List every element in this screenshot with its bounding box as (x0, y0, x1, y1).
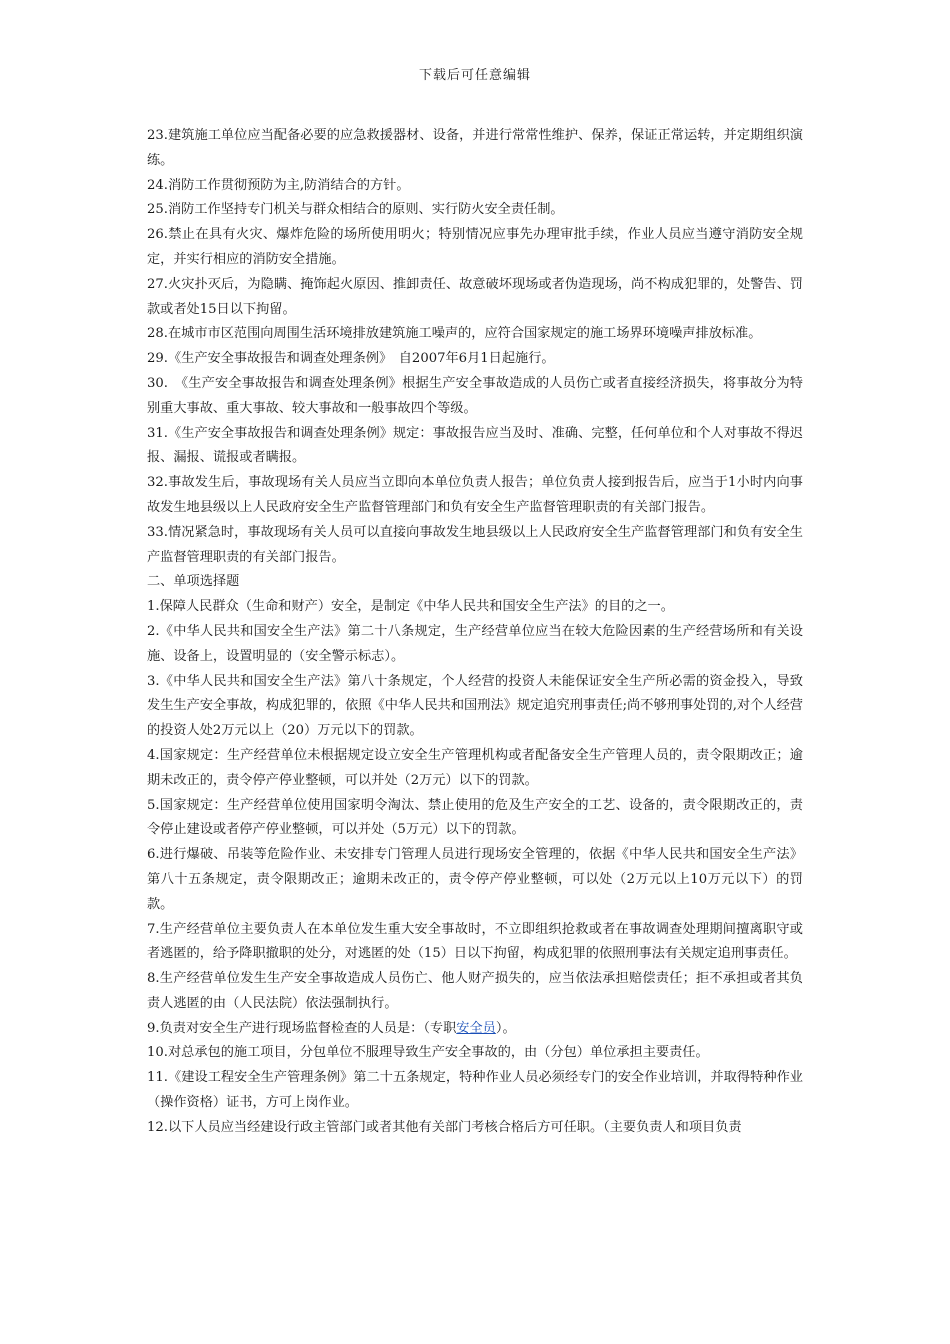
paragraph-25: 25.消防工作坚持专门机关与群众相结合的原则、实行防火安全责任制。 (147, 202, 564, 218)
document-body (147, 124, 803, 1141)
question-6: 6.进行爆破、吊装等危险作业、未安排专门管理人员进行现场安全管理的，依据《中华人民共和国安全生产法》第八十五条规定，责令限期改正；逾期未改正的，责令停产停业整顿，可以处（2万元以上10万元以下）的罚款。 (147, 847, 803, 912)
section-heading: 二、单项选择题 (147, 574, 240, 590)
question-9 (147, 1017, 803, 1042)
paragraph-33: 33.情况紧急时，事故现场有关人员可以直接向事故发生地县级以上人民政府安全生产监督管理部门和负有安全生产监督管理职责的有关部门报告。 (147, 524, 803, 565)
question-11: 11.《建设工程安全生产管理条例》第二十五条规定，特种作业人员必须经专门的安全作业培训，并取得特种作业（操作资格）证书，方可上岗作业。 (147, 1070, 803, 1111)
page-header-note: 下载后可任意编辑 (418, 68, 531, 83)
question-9-text-after: ）。 (495, 1020, 516, 1036)
paragraph-28: 28.在城市市区范围向周围生活环境排放建筑施工噪声的，应符合国家规定的施工场界环境噪声排放标准。 (147, 326, 762, 342)
paragraph-24: 24.消防工作贯彻预防为主,防消结合的方针。 (147, 177, 410, 193)
question-5: 5.国家规定：生产经营单位使用国家明令淘汰、禁止使用的危及生产安全的工艺、设备的，责令限期改正的，责令停止建设或者停产停业整顿，可以并处（5万元）以下的罚款。 (147, 797, 803, 838)
paragraph-23: 23.建筑施工单位应当配备必要的应急救援器材、设备，并进行常常性维护、保养，保证正常运转，并定期组织演练。 (147, 128, 803, 168)
question-9-text-before: 9.负责对安全生产进行现场监督检查的人员是：（专职 (147, 1020, 457, 1036)
paragraph-26: 26.禁止在具有火灾、爆炸危险的场所使用明火；特别情况应事先办理审批手续，作业人员应当遵守消防安全规定，并实行相应的消防安全措施。 (147, 227, 803, 267)
safety-officer-link[interactable]: 安全员 (456, 1020, 496, 1036)
paragraph-29: 29.《生产安全事故报告和调查处理条例》 自2007年6月1日起施行。 (147, 351, 555, 367)
question-4: 4.国家规定：生产经营单位未根据规定设立安全生产管理机构或者配备安全生产管理人员的，责令限期改正；逾期未改正的，责令停产停业整顿，可以并处（2万元）以下的罚款。 (147, 747, 803, 788)
paragraph-27: 27.火灾扑灭后，为隐瞒、掩饰起火原因、推卸责任、故意破坏现场或者伪造现场，尚不构成犯罪的，处警告、罚款或者处15日以下拘留。 (147, 276, 803, 317)
question-7: 7.生产经营单位主要负责人在本单位发生重大安全事故时，不立即组织抢救或者在事故调查处理期间擅离职守或者逃匿的，给予降职撤职的处分，对逃匿的处（15）日以下拘留，构成犯罪的依照刑事法有关规定追刑事责任。 (147, 921, 803, 962)
question-2: 2.《中华人民共和国安全生产法》第二十八条规定，生产经营单位应当在较大危险因素的生产经营场所和有关设施、设备上，设置明显的（安全警示标志）。 (147, 623, 803, 664)
paragraph-30: 30. 《生产安全事故报告和调查处理条例》根据生产安全事故造成的人员伤亡或者直接经济损失，将事故分为特别重大事故、重大事故、较大事故和一般事故四个等级。 (147, 375, 803, 416)
paragraph-31: 31.《生产安全事故报告和调查处理条例》规定：事故报告应当及时、准确、完整，任何单位和个人对事故不得迟报、漏报、谎报或者瞒报。 (147, 425, 803, 466)
paragraph-32: 32.事故发生后，事故现场有关人员应当立即向本单位负责人报告；单位负责人接到报告后，应当于1小时内向事故发生地县级以上人民政府安全生产监督管理部门和负有安全生产监督管理职责的有关部门报告。 (147, 475, 803, 515)
question-10: 10.对总承包的施工项目，分包单位不服理导致生产安全事故的，由（分包）单位承担主要责任。 (147, 1045, 709, 1061)
question-12: 12.以下人员应当经建设行政主管部门或者其他有关部门考核合格后方可任职。（主要负责人和项目负责 (147, 1119, 742, 1135)
question-1: 1.保障人民群众（生命和财产）安全，是制定《中华人民共和国安全生产法》的目的之一。 (147, 599, 674, 615)
question-8: 8.生产经营单位发生生产安全事故造成人员伤亡、他人财产损失的，应当依法承担赔偿责任；拒不承担或者其负责人逃匿的由（人民法院）依法强制执行。 (147, 971, 803, 1011)
question-3: 3.《中华人民共和国安全生产法》第八十条规定，个人经营的投资人未能保证安全生产所必需的资金投入，导致发生生产安全事故，构成犯罪的，依照《中华人民共和国刑法》规定追究刑事责任;尚不够刑事处罚的,对个人经营的投资人处2万元以上（20）万元以下的罚款。 (147, 673, 803, 739)
